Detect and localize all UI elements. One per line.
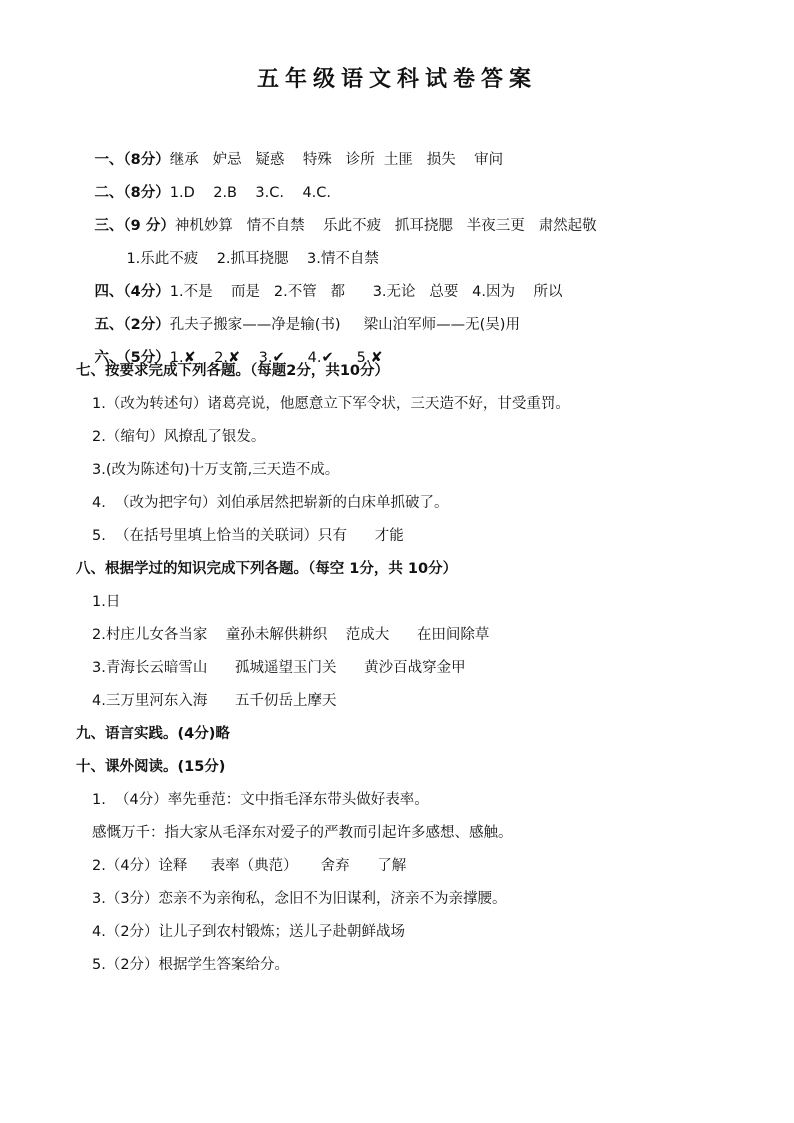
section-10-item-1-continued: 感慨万千：指大家从毛泽东对爱子的严教而引起许多感想、感触。 bbox=[92, 825, 513, 841]
section-7-item-1: 1.（改为转述句）诸葛亮说，他愿意立下军令状，三天造不好，甘受重罚。 bbox=[92, 396, 570, 412]
section-10-item-2: 2.（4分）诠释 表率（典范） 舍弃 了解 bbox=[92, 858, 407, 874]
section-10-item-3: 3.（3分）恋亲不为亲徇私，念旧不为旧谋利，济亲不为亲撑腰。 bbox=[92, 891, 507, 907]
section-1-label: 一、（8分） bbox=[94, 152, 170, 168]
section-7-item-2: 2.（缩句）风撩乱了银发。 bbox=[92, 429, 266, 445]
section-8-item-4: 4.三万里河东入海 五千仞岳上摩天 bbox=[92, 693, 337, 709]
section-7-item-3: 3.(改为陈述句)十万支箭,三天造不成。 bbox=[92, 462, 340, 478]
section-10-item-1: 1. （4分）率先垂范：文中指毛泽东带头做好表率。 bbox=[92, 792, 429, 808]
section-3-label: 三、（9 分） bbox=[94, 218, 175, 234]
section-3-answers: 神机妙算 情不自禁 乐此不疲 抓耳挠腮 半夜三更 肃然起敬 bbox=[174, 218, 597, 234]
section-4-answers: 1.不是 而是 2.不管 都 3.无论 总要 4.因为 所以 bbox=[169, 284, 563, 300]
section-5-label: 五、（2分） bbox=[94, 317, 170, 333]
section-3-sub-answers: 1.乐此不疲 2.抓耳挠腮 3.情不自禁 bbox=[126, 251, 379, 267]
section-10-item-5: 5.（2分）根据学生答案给分。 bbox=[92, 957, 290, 973]
section-8-item-1: 1.日 bbox=[92, 594, 121, 610]
section-2-answers: 1.D 2.B 3.C. 4.C. bbox=[169, 185, 332, 201]
section-1-answers: 继承 妒忌 疑惑 特殊 诊所 土匪 损失 审问 bbox=[169, 152, 504, 168]
section-9-heading: 九、语言实践。(4分)略 bbox=[76, 726, 230, 742]
section-8-heading: 八、根据学过的知识完成下列各题。（每空 1分，共 10分） bbox=[76, 561, 458, 577]
section-7-item-5: 5. （在括号里填上恰当的关联词）只有 才能 bbox=[92, 528, 404, 544]
section-7-item-4: 4. （改为把字句）刘伯承居然把崭新的白床单抓破了。 bbox=[92, 495, 449, 511]
section-4-label: 四、（4分） bbox=[94, 284, 170, 300]
section-8-item-3: 3.青海长云暗雪山 孤城遥望玉门关 黄沙百战穿金甲 bbox=[92, 660, 466, 676]
page-title: 五年级语文科试卷答案 bbox=[256, 66, 537, 92]
section-10-item-4: 4.（2分）让儿子到农村锻炼；送儿子赴朝鲜战场 bbox=[92, 924, 406, 940]
section-6-label: 六、（5分） bbox=[94, 350, 170, 366]
section-2-label: 二、（8分） bbox=[94, 185, 170, 201]
section-7-heading: 七、按要求完成下列各题。（每题2分，共10分） bbox=[76, 363, 390, 379]
section-5-answers: 孔夫子搬家——净是输(书) 梁山泊军师——无(吴)用 bbox=[169, 317, 520, 333]
section-8-item-2: 2.村庄儿女各当家 童孙未解供耕织 范成大 在田间除草 bbox=[92, 627, 490, 643]
section-10-heading: 十、课外阅读。(15分) bbox=[76, 759, 226, 775]
section-6-answers: 1.✘ 2.✘ 3.✔ 4.✔ 5.✘ bbox=[169, 350, 383, 366]
